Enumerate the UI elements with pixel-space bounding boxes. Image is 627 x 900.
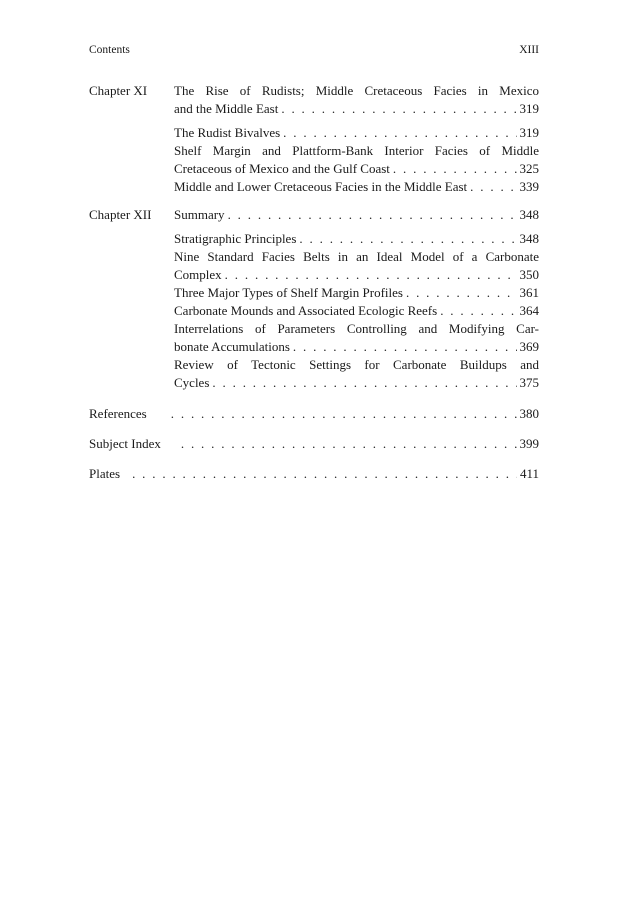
toc-entry-title: and the Middle East <box>174 101 279 116</box>
toc-entry <box>174 124 539 142</box>
toc-entry-title: Summary <box>174 207 225 222</box>
chapter-label: Chapter XII <box>89 207 152 222</box>
toc-entry-title: References <box>89 406 147 421</box>
toc-entry-title: Stratigraphic Principles <box>174 231 297 246</box>
dot-leader <box>181 435 517 453</box>
toc-entry-line: Shelf Margin and Plattform-Bank Interior Facies of Middle <box>174 143 539 158</box>
toc-page-number: 380 <box>519 406 539 421</box>
toc-entry-line: Review of Tectonic Settings for Carbonate Buildups and <box>174 357 539 372</box>
toc-entry <box>174 284 539 302</box>
dot-leader <box>470 178 516 196</box>
toc-page-number: 399 <box>519 436 539 451</box>
dot-leader <box>212 374 516 392</box>
running-header-left: Contents <box>89 44 130 56</box>
toc-page-number: 369 <box>519 339 539 354</box>
toc-entry-title: bonate Accumulations <box>174 339 290 354</box>
toc-page-number: 375 <box>519 375 539 390</box>
toc-page-number: 319 <box>519 125 539 140</box>
toc-entry <box>174 338 539 356</box>
toc-entry-title: Plates <box>89 466 121 481</box>
dot-leader <box>299 230 516 248</box>
dot-leader <box>228 206 517 224</box>
toc-page-number: 361 <box>519 285 539 300</box>
dot-leader <box>132 465 517 483</box>
toc-page-number: 411 <box>519 466 539 481</box>
toc-entry <box>89 465 539 483</box>
toc-entry-title: Complex <box>174 267 222 282</box>
toc-page-number: 364 <box>519 303 539 318</box>
chapter-label: Chapter XI <box>89 83 148 98</box>
toc-entry-title: Cycles <box>174 375 210 390</box>
toc-entry <box>89 435 539 453</box>
toc-entry-title: The Rudist Bivalves <box>174 125 281 140</box>
toc-entry-line: The Rise of Rudists; Middle Cretaceous Facies in Mexico <box>174 83 539 98</box>
toc-entry <box>89 405 539 423</box>
dot-leader <box>171 405 517 423</box>
toc-page-number: 339 <box>519 179 539 194</box>
toc-entry <box>174 374 539 392</box>
toc-entry-title: Carbonate Mounds and Associated Ecologic Reefs <box>174 303 438 318</box>
toc-page-number: 350 <box>519 267 539 282</box>
toc-entry-title: Subject Index <box>89 436 161 451</box>
toc-entry <box>174 206 539 224</box>
toc-page-number: 348 <box>519 207 539 222</box>
toc-entry-title: Cretaceous of Mexico and the Gulf Coast <box>174 161 390 176</box>
toc-entry <box>174 230 539 248</box>
dot-leader <box>283 124 516 142</box>
dot-leader <box>393 160 517 178</box>
dot-leader <box>281 100 516 118</box>
dot-leader <box>440 302 516 320</box>
toc-entry <box>174 178 539 196</box>
toc-entry-line: Interrelations of Parameters Controlling and Modifying Car- <box>174 321 539 336</box>
toc-page-number: 325 <box>519 161 539 176</box>
toc-entry-title: Middle and Lower Cretaceous Facies in the Middle East <box>174 179 468 194</box>
toc-entry <box>174 160 539 178</box>
toc-entry-line: Nine Standard Facies Belts in an Ideal Model of a Carbonate <box>174 249 539 264</box>
running-header-page-number: XIII <box>519 44 539 56</box>
toc-page-number: 348 <box>519 231 539 246</box>
dot-leader <box>225 266 517 284</box>
toc-entry-title: Three Major Types of Shelf Margin Profiles <box>174 285 403 300</box>
toc-page-number: 319 <box>519 101 539 116</box>
dot-leader <box>406 284 517 302</box>
toc-entry <box>174 266 539 284</box>
toc-entry <box>174 302 539 320</box>
toc-entry <box>174 100 539 118</box>
dot-leader <box>293 338 517 356</box>
